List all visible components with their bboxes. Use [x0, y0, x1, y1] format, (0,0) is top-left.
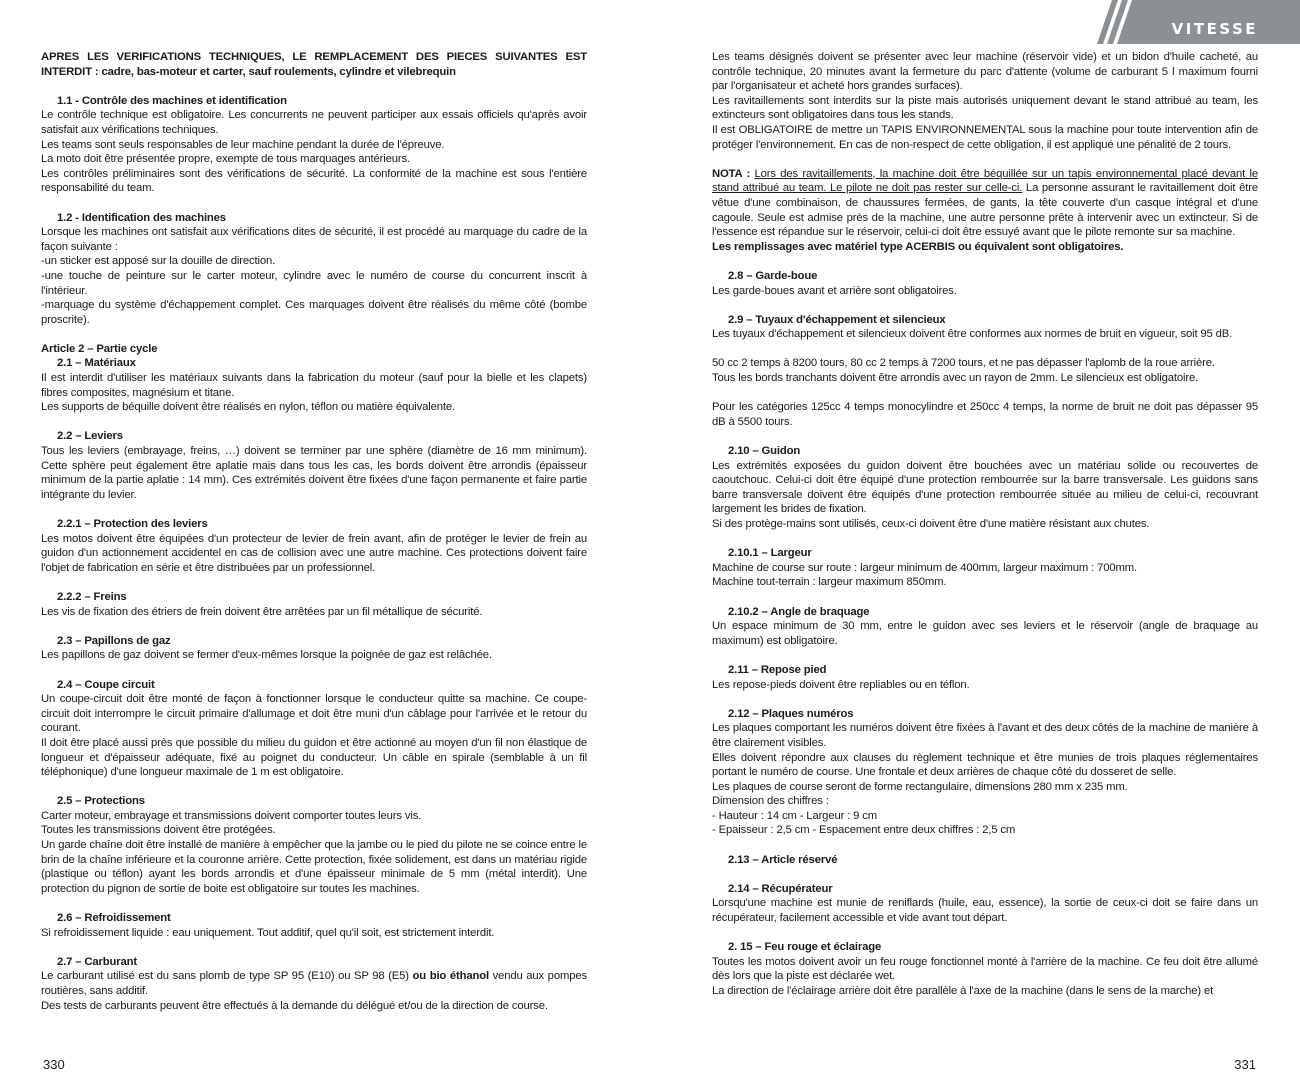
- paragraph: Il est interdit d'utiliser les matériaux suivants dans la fabrication du moteur (sauf pour la bielle et les clapets) fibres composites, magnésium et titane.: [41, 372, 587, 399]
- section-title-2-9: 2.9 – Tuyaux d'échappement et silencieux: [728, 313, 946, 326]
- paragraph: Lorsque les machines ont satisfait aux vérifications dites de sécurité, il est procédé au marquage du cadre de la façon suivante :: [41, 226, 587, 253]
- right-text-column: [712, 50, 1258, 999]
- paragraph: -un sticker est apposé sur la douille de direction.: [41, 255, 276, 268]
- section-title-2-1: 2.1 – Matériaux: [57, 357, 136, 370]
- paragraph: Les contrôles préliminaires sont des vérifications de sécurité. La conformité de la machine est sous l'entière responsabilité du team.: [41, 167, 587, 195]
- paragraph: Machine de course sur route : largeur minimum de 400mm, largeur maximum : 700mm.: [712, 561, 1137, 574]
- nota-label: NOTA :: [712, 167, 755, 180]
- section-title-2-2-2: 2.2.2 – Freins: [57, 590, 127, 603]
- paragraph: Les plaques de course seront de forme rectangulaire, dimensions 280 mm x 235 mm.: [712, 780, 1128, 793]
- section-title-2-6: 2.6 – Refroidissement: [57, 912, 171, 925]
- fuel-text-bold: ou bio éthanol: [412, 970, 489, 983]
- paragraph: Les motos doivent être équipées d'un protecteur de levier de frein avant, afin de protéger le levier de frein au guidon d'un actionnement accidentel en cas de collision avec une autre machine. Ces protections doivent faire l'objet de fabrication en série et être distribuées par un professionnel.: [41, 532, 587, 574]
- paragraph: Si des protège-mains sont utilisés, ceux-ci doivent être d'une matière résistant aux chutes.: [712, 518, 1150, 530]
- section-title-2-15: 2. 15 – Feu rouge et éclairage: [728, 941, 882, 954]
- section-title-2-4: 2.4 – Coupe circuit: [57, 678, 155, 691]
- paragraph: La moto doit être présentée propre, exempte de tous marquages antérieurs.: [41, 153, 410, 166]
- paragraph: [41, 969, 587, 998]
- section-title-2-10: 2.10 – Guidon: [728, 445, 801, 458]
- paragraph: Tous les leviers (embrayage, freins, …) doivent se terminer par une sphère (diamètre de 16 mm minimum). Cette sphère peut également être aplatie mais dans tous les cas, les bords doivent être arrondis (épaisseur minimum de la partie aplatie : 14 mm). Ces extrémités doivent être fixées d'une façon permanente et faire partie intégrante du levier.: [41, 445, 587, 501]
- paragraph: Les vis de fixation des étriers de frein doivent être arrêtées par un fil métallique de sécurité.: [41, 605, 483, 618]
- paragraph: Toutes les transmissions doivent être protégées.: [41, 824, 276, 837]
- paragraph: - Epaisseur : 2,5 cm - Espacement entre deux chiffres : 2,5 cm: [712, 824, 1016, 837]
- paragraph: Les garde-boues avant et arrière sont obligatoires.: [712, 284, 957, 297]
- paragraph: Il doit être placé aussi près que possible du milieu du guidon et être actionné au moyen d'un fil non élastique de longueur et d'épaisseur adéquate, fixé au poignet du conducteur. Un câble en spirale (semblable à un fil téléphonique) d'une longueur maximale de 1 m est obligatoire.: [41, 736, 587, 779]
- paragraph: -une touche de peinture sur le carter moteur, cylindre avec le numéro de course du concurrent inscrit à l'intérieur.: [41, 269, 587, 297]
- paragraph: Un espace minimum de 30 mm, entre le guidon avec ses leviers et le réservoir (angle de braquage au maximum) est obligatoire.: [712, 620, 1258, 647]
- paragraph: -marquage du système d'échappement complet. Ces marquages doivent être réalisés du même côté (bombe proscrite).: [41, 299, 587, 326]
- paragraph: Les extrémités exposées du guidon doivent être bouchées avec un matériau solide ou recouvertes de caoutchouc. Celui-ci doit être équipé d'une protection rembourrée sur la barre transversale. Les guidons sans barre transversale doivent être équipés d'une protection rembourrée située au milieu de celui-ci, recouvrant largement les brides de fixation.: [712, 459, 1258, 516]
- paragraph: Machine tout-terrain : largeur maximum 850mm.: [712, 576, 947, 589]
- paragraph: Les ravitaillements sont interdits sur la piste mais autorisés uniquement devant le stand attribué au team, les extincteurs sont obligatoires dans tous les stands.: [712, 94, 1258, 122]
- nota-paragraph: [712, 167, 1258, 240]
- paragraph: Les tuyaux d'échappement et silencieux doivent être conformes aux normes de bruit en vigueur, soit 95 dB.: [712, 328, 1233, 341]
- page-number-left: 330: [43, 1057, 65, 1072]
- paragraph: Si refroidissement liquide : eau uniquement. Tout additif, quel qu'il soit, est strictement interdit.: [41, 926, 495, 939]
- paragraph: Tous les bords tranchants doivent être arrondis avec un rayon de 2mm. Le silencieux est obligatoire.: [712, 372, 1199, 385]
- paragraph: - Hauteur : 14 cm - Largeur : 9 cm: [712, 809, 878, 822]
- section-title-2-8: 2.8 – Garde-boue: [728, 269, 818, 282]
- left-text-column: [41, 50, 587, 1013]
- fuel-text-c: vendu aux pompes routières, sans additif.: [41, 970, 587, 997]
- section-title-2-12: 2.12 – Plaques numéros: [728, 707, 854, 720]
- nota-underlined: Lors des ravitaillements, la machine doit être béquillée sur un tapis environnemental placé devant le stand attribué au team. Le pilote ne doit pas rester sur celle-ci.: [712, 167, 1258, 195]
- paragraph: Carter moteur, embrayage et transmissions doivent comporter toutes leurs vis.: [41, 809, 422, 822]
- section-title-2-10-1: 2.10.1 – Largeur: [728, 547, 812, 560]
- paragraph: Le contrôle technique est obligatoire. Les concurrents ne peuvent participer aux essais officiels qu'après avoir satisfait aux vérifications techniques.: [41, 109, 587, 136]
- paragraph: Il est OBLIGATOIRE de mettre un TAPIS ENVIRONNEMENTAL sous la machine pour toute intervention afin de protéger l'environnement. En cas de non-respect de cette obligation, il est appliqué une pénalité de 2 tours.: [712, 123, 1258, 151]
- paragraph: Les papillons de gaz doivent se fermer d'eux-mêmes lorsque la poignée de gaz est relâchée.: [41, 649, 492, 662]
- intro-paragraph: APRES LES VERIFICATIONS TECHNIQUES, LE REMPLACEMENT DES PIECES SUIVANTES EST INTERDIT : cadre, bas-moteur et carter, sauf roulements, cylindre et vilebrequin: [41, 51, 587, 78]
- section-title-2-13: 2.13 – Article réservé: [728, 853, 838, 866]
- section-title-2-14: 2.14 – Récupérateur: [728, 882, 833, 895]
- paragraph: Un coupe-circuit doit être monté de façon à fonctionner lorsque le conducteur quitte sa machine. Ce coupe-circuit doit interrompre le circuit primaire d'allumage et doit être muni d'un câblage pour l'arrivée et le retour du courant.: [41, 693, 587, 735]
- right-page: [650, 0, 1300, 1092]
- section-title-2-2-1: 2.2.1 – Protection des leviers: [57, 518, 208, 530]
- section-title-2-7: 2.7 – Carburant: [57, 955, 137, 968]
- section-title-2-2: 2.2 – Leviers: [57, 430, 123, 443]
- paragraph: 50 cc 2 temps à 8200 tours, 80 cc 2 temps à 7200 tours, et ne pas dépasser l'aplomb de la roue arrière.: [712, 357, 1215, 370]
- paragraph: Lorsqu'une machine est munie de reniflards (huile, eau, essence), la sortie de ceux-ci doit se faire dans un récupérateur, facilement accessible et vide avant tout départ.: [712, 897, 1258, 925]
- section-title-2-3: 2.3 – Papillons de gaz: [57, 634, 171, 647]
- nota-bold-line: Les remplissages avec matériel type ACERBIS ou équivalent sont obligatoires.: [712, 240, 1124, 253]
- paragraph: Pour les catégories 125cc 4 temps monocylindre et 250cc 4 temps, la norme de bruit ne doit pas dépasser 95 dB à 5500 tours.: [712, 401, 1258, 428]
- section-title-2-11: 2.11 – Repose pied: [728, 663, 827, 676]
- paragraph: Des tests de carburants peuvent être effectués à la demande du délégué et/ou de la direction de course.: [41, 999, 548, 1012]
- paragraph: Toutes les motos doivent avoir un feu rouge fonctionnel monté à l'arrière de la machine. Ce feu doit être allumé dès lors que la piste est déclarée wet.: [712, 955, 1258, 983]
- paragraph: Les plaques comportant les numéros doivent être fixées à l'avant et des deux côtés de la machine de manière à être clairement visibles.: [712, 722, 1258, 749]
- paragraph: Un garde chaîne doit être installé de manière à empêcher que la jambe ou le pied du pilote ne se coince entre le brin de la chaîne inférieure et la couronne arrière. Cette protection, fixée solidement, est dans un matériau rigide (plastique ou téflon) ayant les bords arrondis et d'une épaisseur minimale de 5 mm (métal interdit). Une protection du pignon de sortie de boite est obligatoire sur toutes les machines.: [41, 839, 587, 895]
- nota-text: La personne assurant le ravitaillement doit être vêtue d'une combinaison, de chaussures fermées, de gants, la tête couverte d'un casque intégral et d'une cagoule. Seule est admise près de la machine, une autre personne prête à intervenir avec un extincteur. Si de l'essence est répandue sur le réservoir, celui-ci doit être essuyé avant que le pilote remonte sur sa machine.: [712, 182, 1258, 239]
- section-label: VITESSE: [1171, 20, 1258, 38]
- paragraph: Elles doivent répondre aux clauses du règlement technique et être munies de trois plaques réglementaires portant le numéro de course. Une frontale et deux arrières de chaque côté du dosseret de selle.: [712, 751, 1258, 779]
- section-title-1-1: 1.1 - Contrôle des machines et identification: [57, 94, 287, 107]
- section-title-2-10-2: 2.10.2 – Angle de braquage: [728, 605, 870, 618]
- paragraph: La direction de l'éclairage arrière doit être parallèle à l'axe de la machine (dans le sens de la marche) et: [712, 985, 1214, 997]
- paragraph: Les repose-pieds doivent être repliables ou en téflon.: [712, 678, 970, 691]
- article-title-2: Article 2 – Partie cycle: [41, 342, 158, 355]
- section-title-1-2: 1.2 - Identification des machines: [57, 211, 226, 224]
- section-title-2-5: 2.5 – Protections: [57, 795, 145, 808]
- paragraph: Les teams désignés doivent se présenter avec leur machine (réservoir vide) et un bidon d'huile cacheté, au contrôle technique, 20 minutes avant la fermeture du parc d'attente (volume de carburant 5 l maximum fourni par l'organisateur et acheté hors grandes surfaces).: [712, 51, 1258, 93]
- fuel-text-a: Le carburant utilisé est du sans plomb de type SP 95 (E10) ou SP 98 (E5): [41, 970, 413, 983]
- paragraph: Dimension des chiffres :: [712, 795, 829, 808]
- section-header-band: [1070, 0, 1300, 44]
- paragraph: Les teams sont seuls responsables de leur machine pendant la durée de l'épreuve.: [41, 138, 445, 151]
- paragraph: Les supports de béquille doivent être réalisés en nylon, téflon ou matière équivalente.: [41, 401, 455, 414]
- page-number-right: 331: [1234, 1057, 1256, 1072]
